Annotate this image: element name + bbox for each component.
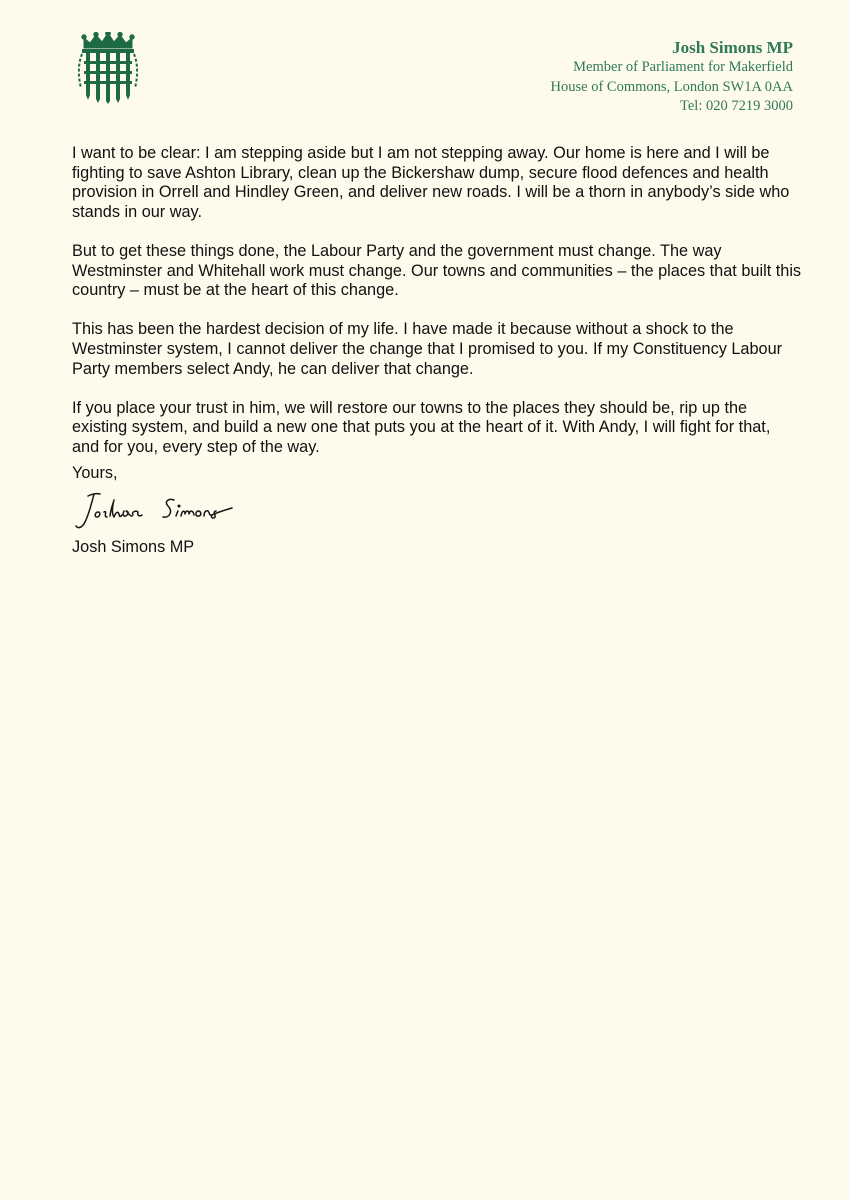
letter-body (72, 144, 802, 477)
mp-role: Member of Parliament for Makerfield (573, 59, 793, 75)
mp-phone: Tel: 020 7219 3000 (680, 98, 793, 114)
portcullis-icon (78, 32, 138, 104)
handwritten-signature (70, 488, 236, 532)
paragraph: But to get these things done, the Labour Party and the government must change. The way Westminster and Whitehall work must change. Our towns and communities – the places that built this country – must be at the heart of this change. (72, 241, 802, 300)
paragraph: I want to be clear: I am stepping aside but I am not stepping away. Our home is here and I will be fighting to save Ashton Library, clean up the Bickershaw dump, secure flood defences and health provision in Orrell and Hindley Green, and deliver new roads. I will be a thorn in anybody’s side who stands in our way. (72, 144, 790, 221)
closing: Yours, (72, 464, 118, 482)
mp-address: House of Commons, London SW1A 0AA (550, 78, 793, 95)
paragraph: This has been the hardest decision of my life. I have made it because without a shock to the Westminster system, I cannot deliver the change that I promised to you. If my Constituency Labour Party members select Andy, he can deliver that change. (72, 320, 783, 378)
paragraph: If you place your trust in him, we will restore our towns to the places they should be, rip up the existing system, and build a new one that puts you at the heart of it. With Andy, I will fight for that, and for you, every step of the way. (72, 398, 771, 456)
mp-name: Josh Simons MP (672, 38, 793, 57)
letterhead (551, 38, 793, 117)
signoff-name: Josh Simons MP (72, 538, 195, 556)
